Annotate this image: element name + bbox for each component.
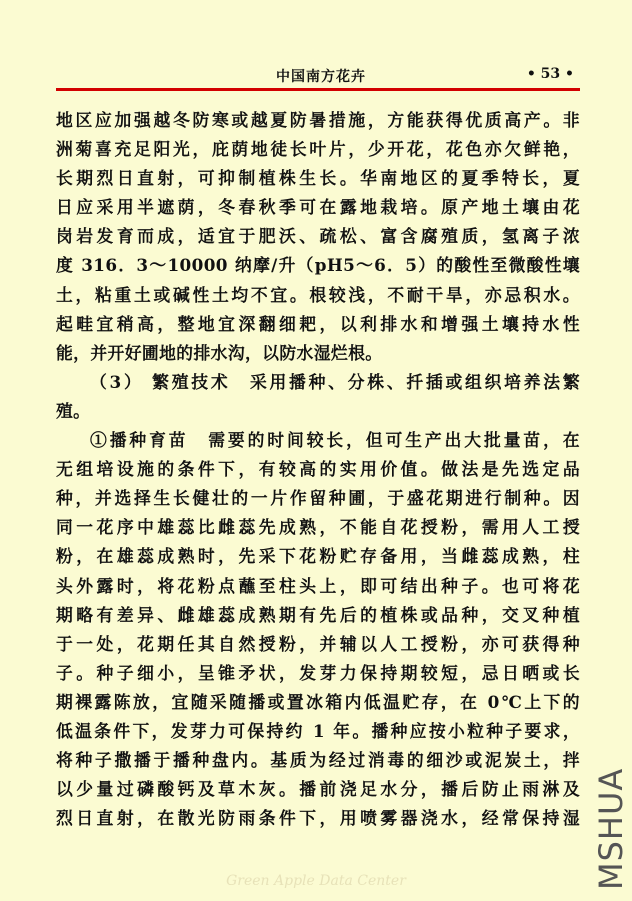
text-line: 能，并开好圃地的排水沟，以防水湿烂根。 (56, 342, 383, 363)
text-line: 日应采用半遮荫，冬春秋季可在露地栽培。原产地土壤由花 (56, 197, 580, 218)
text-line: 地区应加强越冬防寒或越夏防暑措施，方能获得优质高产。非 (56, 110, 580, 130)
text-line: 以少量过磷酸钙及草木灰。播前浇足水分，播后防止雨淋及 (56, 779, 580, 800)
text-line: 起畦宜稍高，整地宜深翻细耙，以利排水和增强土壤持水性 (56, 313, 580, 334)
text-line: 洲菊喜充足阳光，庇荫地徒长叶片，少开花，花色亦欠鲜艳， (56, 139, 580, 160)
text-line: 无组培设施的条件下，有较高的实用价值。做法是先选定品 (56, 459, 580, 480)
side-watermark (584, 767, 632, 900)
text-line: 低温条件下，发芽力可保持约 1 年。播种应按小粒种子要求， (56, 720, 580, 741)
text-line: 度 316．3～10000 纳摩/升（pH5～6．5）的酸性至微酸性壤 (56, 255, 580, 276)
text-line: 期略有差异、雌雄蕊成熟期有先后的植株或品种，交叉种植 (56, 604, 580, 625)
text-line: 烈日直射，在散光防雨条件下，用喷雾器浇水，经常保持湿 (56, 808, 580, 829)
header-title: 中国南方花卉 (276, 69, 366, 85)
text-line: 粉，在雄蕊成熟时，先采下花粉贮存备用，当雌蕊成熟，柱 (56, 546, 580, 567)
text-line: 岗岩发育而成，适宜于肥沃、疏松、富含腐殖质，氢离子浓 (56, 226, 580, 247)
section-heading-line: （3） 繁殖技术 采用播种、分株、扦插或组织培养法繁 (90, 371, 580, 392)
subsection-heading-line: ①播种育苗 需要的时间较长，但可生产出大批量苗，在 (90, 430, 580, 451)
running-header (56, 64, 580, 88)
text-line: 长期烈日直射，可抑制植株生长。华南地区的夏季特长，夏 (56, 168, 580, 189)
text-line: 同一花序中雄蕊比雌蕊先成熟，不能自花授粉，需用人工授 (56, 517, 580, 538)
text-line: 期裸露陈放，宜随采随播或置冰箱内低温贮存，在 0℃上下的 (56, 691, 580, 712)
text-line: 殖。 (56, 400, 91, 421)
text-line: 将种子撒播于播种盘内。基质为经过消毒的细沙或泥炭土，拌 (56, 750, 580, 771)
text-line: 土，粘重土或碱性土均不宜。根较浅，不耐干旱，亦忌积水。 (56, 284, 580, 305)
footer-watermark: Green Apple Data Center (226, 873, 406, 889)
header-rule (56, 88, 580, 91)
text-line: 头外露时，将花粉点蘸至柱头上，即可结出种子。也可将花 (56, 575, 580, 596)
text-line: 于一处，花期任其自然授粉，并辅以人工授粉，亦可获得种 (56, 633, 580, 654)
side-watermark-text: MSHUA (592, 767, 630, 890)
page-number: • 53 • (526, 66, 574, 82)
body-text (56, 106, 580, 833)
text-line: 子。种子细小，呈锥矛状，发芽力保持期较短，忌日晒或长 (56, 662, 580, 683)
text-line: 种，并选择生长健壮的一片作留种圃，于盛花期进行制种。因 (56, 488, 580, 509)
